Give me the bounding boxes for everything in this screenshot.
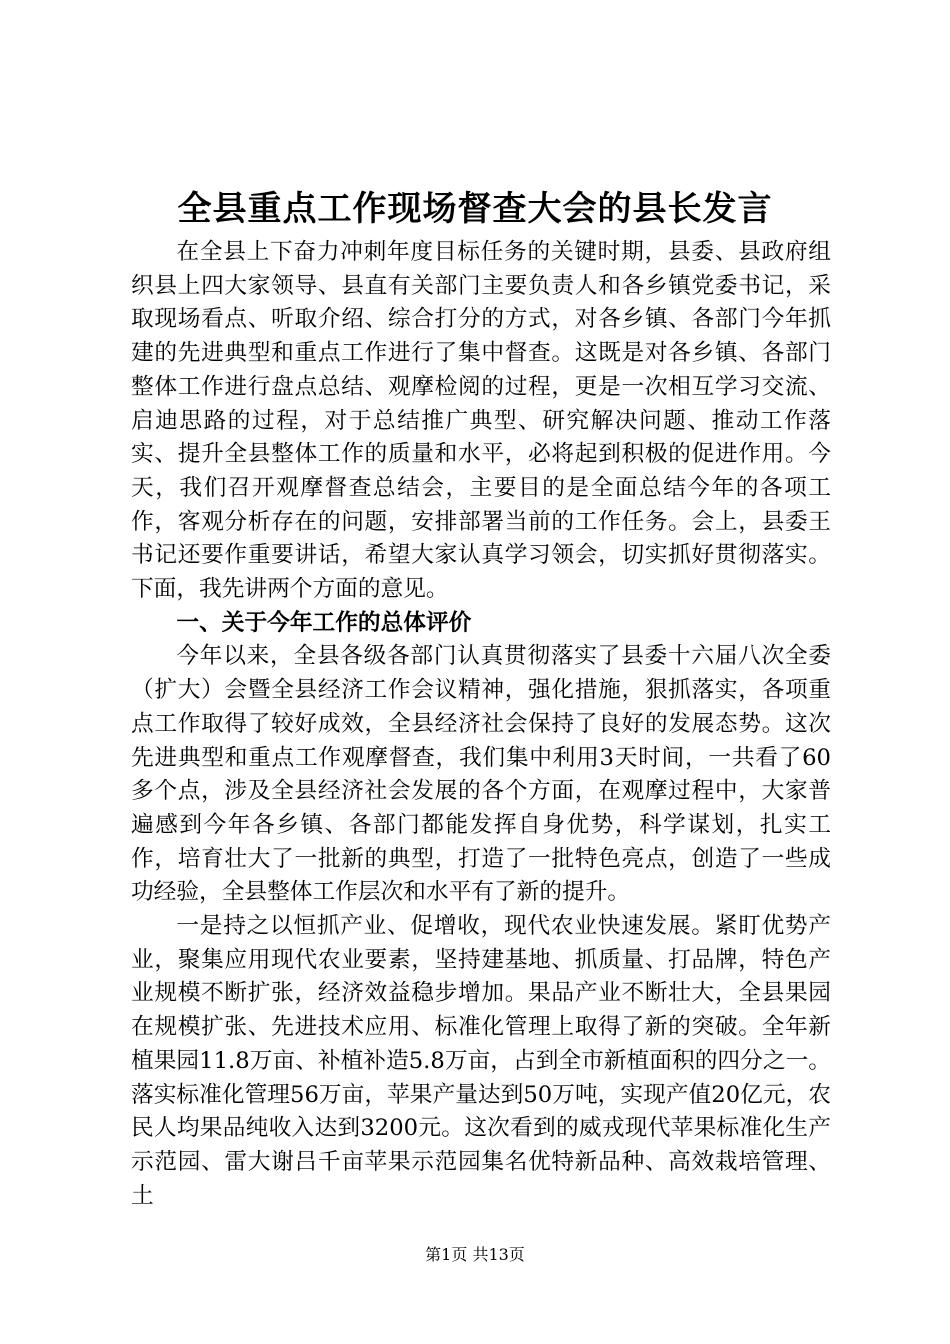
section-heading: 一、关于今年工作的总体评价 <box>176 609 472 636</box>
page-footer: 第1页 共13页 <box>425 1245 525 1264</box>
document-body <box>131 236 831 1213</box>
section-paragraph-overview: 今年以来，全县各级各部门认真贯彻落实了县委十六届八次全委（扩大）会暨全县经济工作会议精神，强化措施，狠抓落实，各项重点工作取得了较好成效，全县经济社会保持了良好的发展态势。这次先进典型和重点工作观摩督查，我们集中利用3天时间，一共看了60多个点，涉及全县经济社会发展的各个方面，在观摩过程中，大家普遍感到今年各乡镇、各部门都能发挥自身优势，科学谋划，扎实工作，培育壮大了一批新的典型，打造了一批特色亮点，创造了一些成功经验，全县整体工作层次和水平有了新的提升。 <box>131 643 831 906</box>
section-paragraph-agriculture: 一是持之以恒抓产业、促增收，现代农业快速发展。紧盯优势产业，聚集应用现代农业要素，坚持建基地、抓质量、打品牌，特色产业规模不断扩张，经济效益稳步增加。果品产业不断壮大，全县果园在规模扩张、先进技术应用、标准化管理上取得了新的突破。全年新植果园11.8万亩、补植补造5.8万亩，占到全市新植面积的四分之一。落实标准化管理56万亩，苹果产量达到50万吨，实现产值20亿元，农民人均果品纯收入达到3200元。这次看到的威戎现代苹果标准化生产示范园、雷大谢吕千亩苹果示范园集名优特新品种、高效栽培管理、土 <box>131 913 831 1209</box>
intro-paragraph: 在全县上下奋力冲刺年度目标任务的关键时期，县委、县政府组织县上四大家领导、县直有关部门主要负责人和各乡镇党委书记，采取现场看点、听取介绍、综合打分的方式，对各乡镇、各部门今年抓建的先进典型和重点工作进行了集中督查。这既是对各乡镇、各部门整体工作进行盘点总结、观摩检阅的过程，更是一次相互学习交流、启迪思路的过程，对于总结推广典型、研究解决问题、推动工作落实、提升全县整体工作的质量和水平，必将起到积极的促进作用。今天，我们召开观摩督查总结会，主要目的是全面总结今年的各项工作，客观分析存在的问题，安排部署当前的工作任务。会上，县委王书记还要作重要讲话，希望大家认真学习领会，切实抓好贯彻落实。下面，我先讲两个方面的意见。 <box>131 239 831 603</box>
document-title: 全县重点工作现场督查大会的县长发言 <box>177 189 773 229</box>
